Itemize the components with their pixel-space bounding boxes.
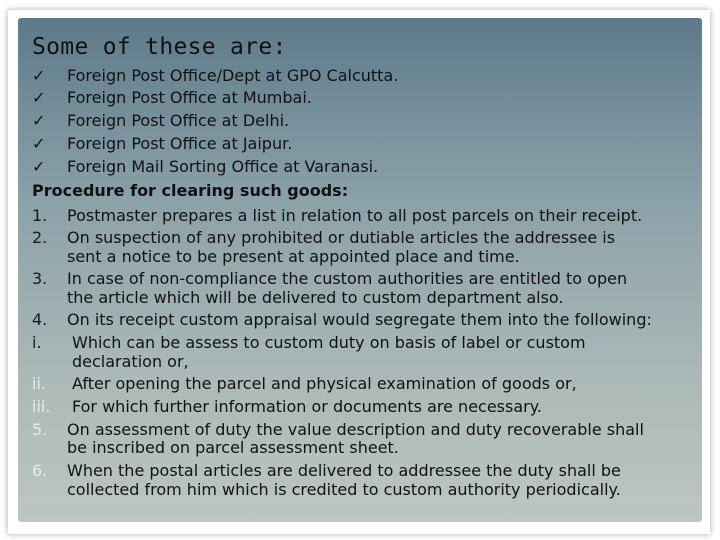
procedure-heading: Procedure for clearing such goods:	[32, 181, 349, 200]
step-text: Postmaster prepares a list in relation to all post parcels on their receipt.	[67, 206, 643, 225]
sub-step-text: For which further information or documents are necessary.	[72, 397, 542, 416]
step-marker: 3.	[32, 269, 48, 288]
check-icon: ✓	[32, 134, 46, 153]
step-marker: 2.	[32, 228, 48, 247]
check-icon: ✓	[32, 111, 46, 130]
step-marker: 6.	[32, 461, 48, 480]
step-marker: 5.	[32, 420, 48, 439]
sub-step-text: Which can be assess to custom duty on basis of label or custom	[72, 333, 586, 352]
check-icon: ✓	[32, 66, 46, 85]
office-item: Foreign Post Office at Mumbai.	[67, 88, 312, 107]
roman-marker: ii.	[32, 374, 46, 393]
step-text: In case of non-compliance the custom authorities are entitled to open	[67, 269, 628, 288]
roman-marker: iii.	[32, 397, 51, 416]
sub-step-text-continued: declaration or,	[72, 352, 189, 371]
check-icon: ✓	[32, 88, 46, 107]
office-item: Foreign Post Office/Dept at GPO Calcutta.	[67, 66, 399, 85]
office-item: Foreign Post Office at Jaipur.	[67, 134, 293, 153]
step-marker: 1.	[32, 206, 48, 225]
step-text: When the postal articles are delivered to addressee the duty shall be	[67, 461, 621, 480]
step-text-continued: be inscribed on parcel assessment sheet.	[67, 438, 399, 457]
step-text-continued: collected from him which is credited to custom authority periodically.	[67, 480, 621, 499]
step-text: On assessment of duty the value description and duty recoverable shall	[67, 420, 644, 439]
office-item: Foreign Post Office at Delhi.	[67, 111, 290, 130]
sub-step-text: After opening the parcel and physical examination of goods or,	[72, 374, 577, 393]
roman-marker: i.	[32, 333, 42, 352]
step-text-continued: the article which will be delivered to custom department also.	[67, 288, 564, 307]
check-icon: ✓	[32, 157, 46, 176]
slide-title: Some of these are:	[32, 34, 287, 60]
office-item: Foreign Mail Sorting Office at Varanasi.	[67, 157, 379, 176]
step-text: On suspection of any prohibited or dutiable articles the addressee is	[67, 228, 616, 247]
step-text: On its receipt custom appraisal would segregate them into the following:	[67, 310, 652, 329]
step-text-continued: sent a notice to be present at appointed place and time.	[67, 247, 520, 266]
step-marker: 4.	[32, 310, 48, 329]
